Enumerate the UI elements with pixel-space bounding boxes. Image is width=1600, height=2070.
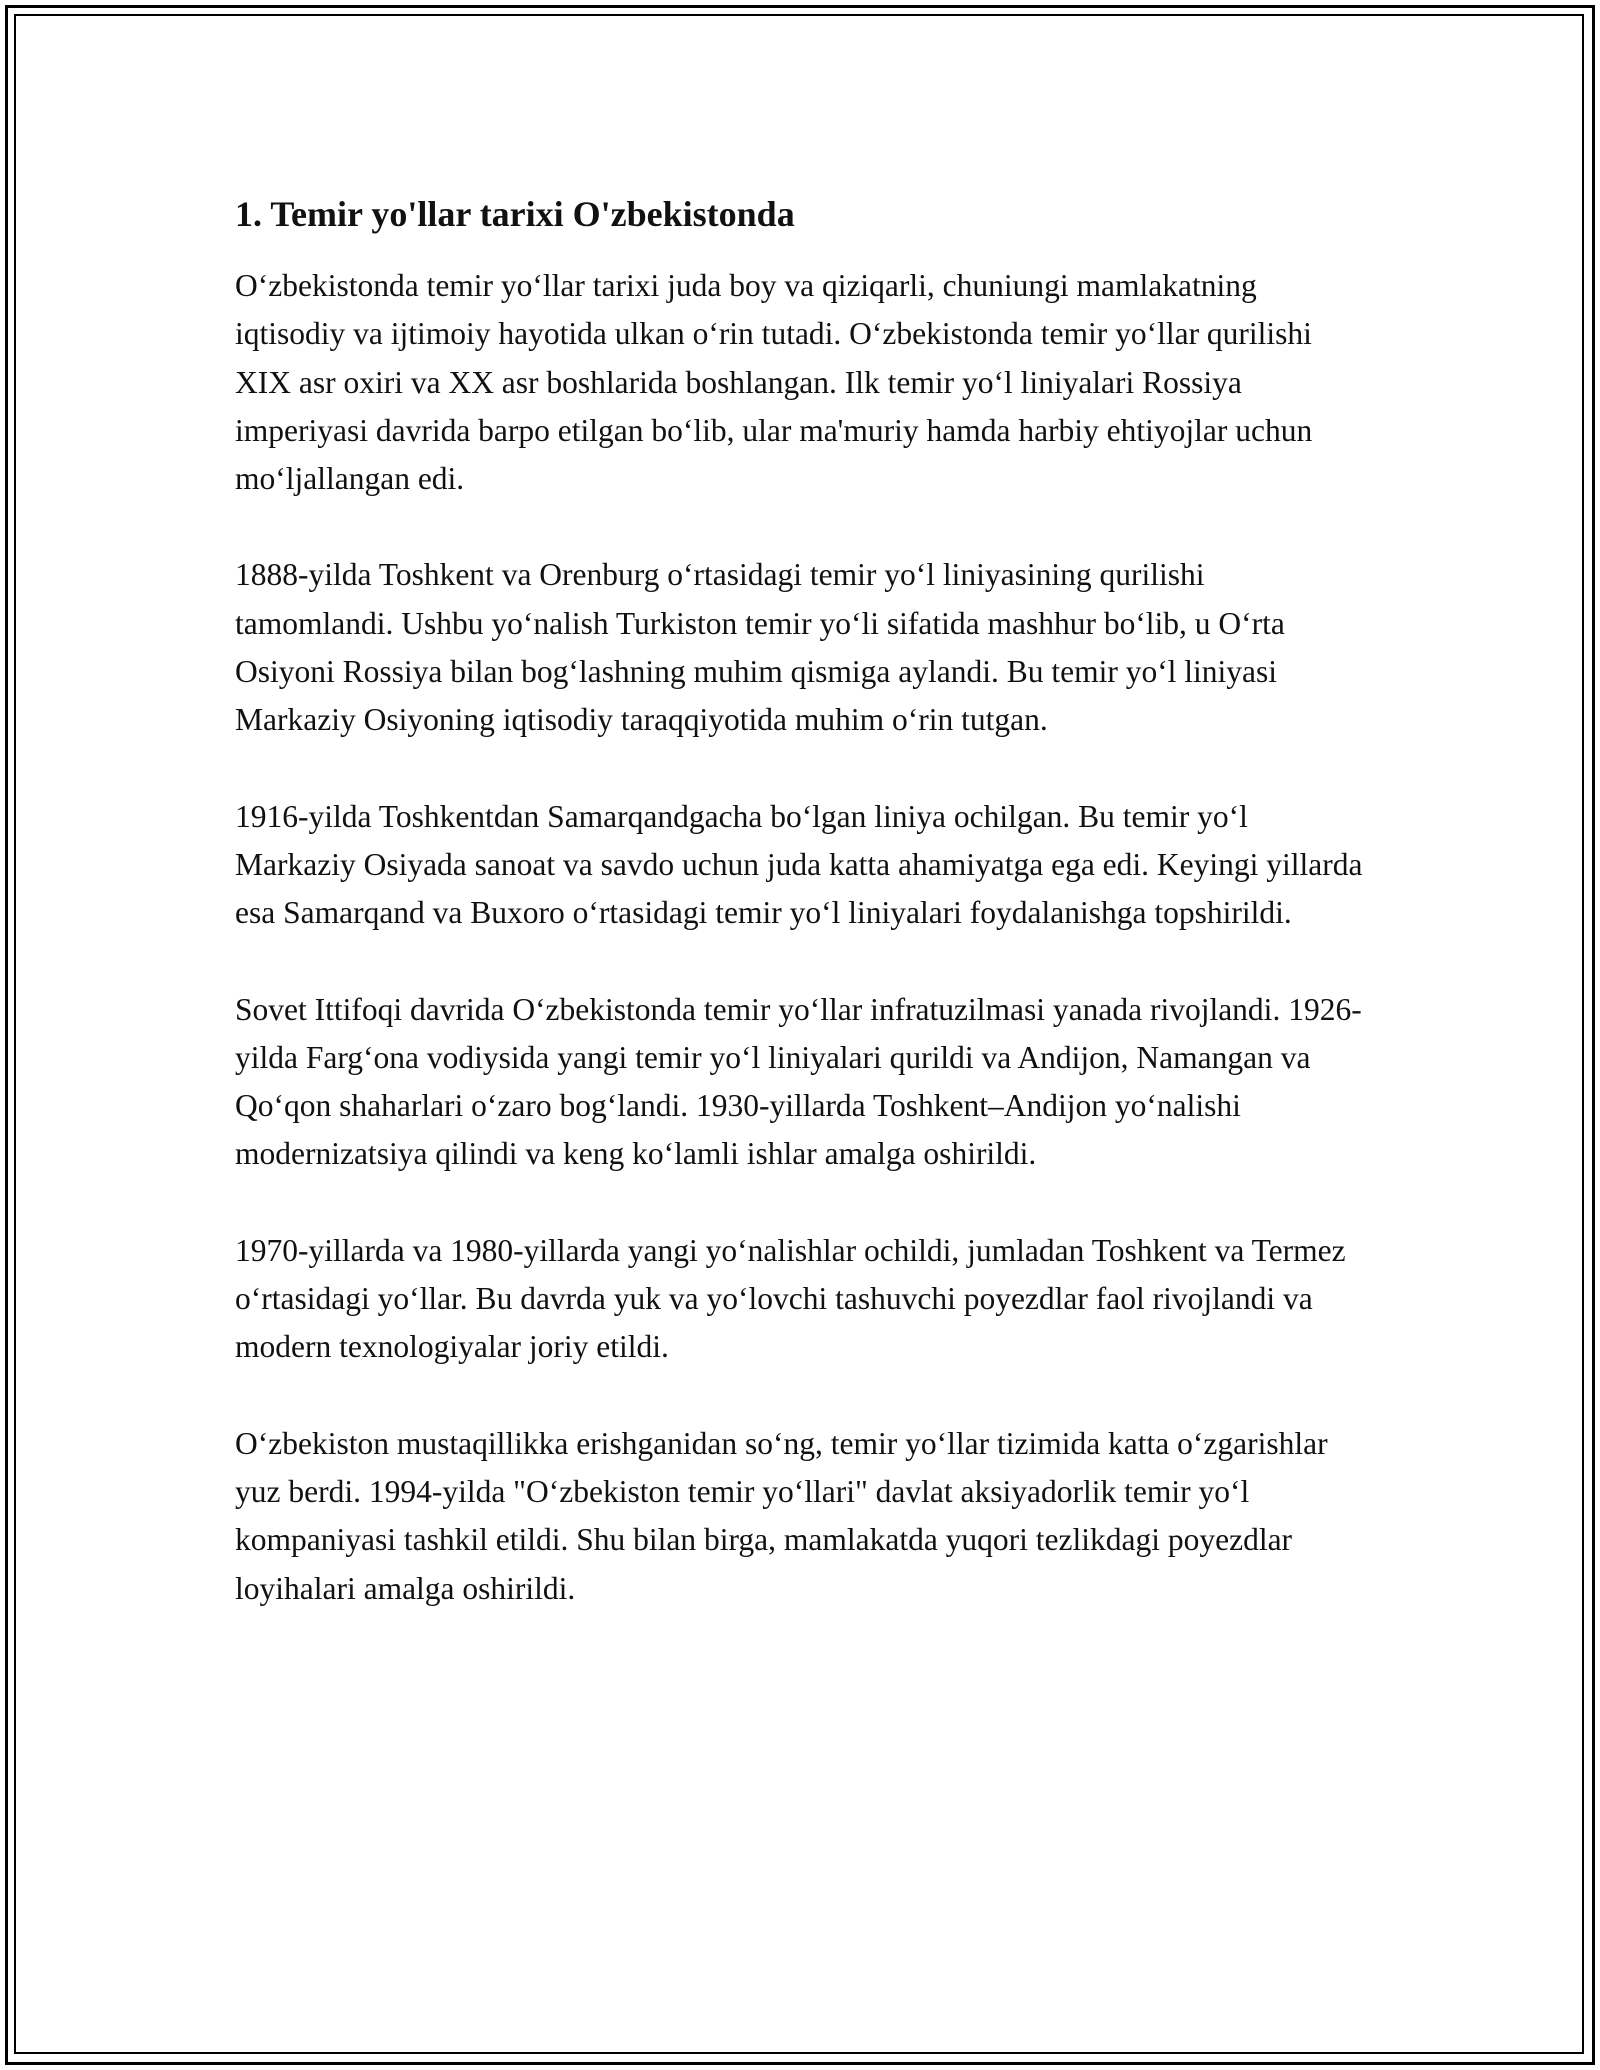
paragraph-independence: O‘zbekiston mustaqillikka erishganidan so‘ng, temir yo‘llar tizimida katta o‘zgarishlar yuz berdi. 1994-yilda "O‘zbekiston temir yo‘llari" davlat aksiyadorlik temir yo‘l kompaniyasi tashkil etildi. Shu bilan birga, mamlakatda yuqori tezlikdagi poyezdlar loyihalari amalga oshirildi. [235,1425,1328,1606]
paragraph-intro: O‘zbekistonda temir yo‘llar tarixi juda boy va qiziqarli, chuniungi mamlakatning iqtisodiy va ijtimoiy hayotida ulkan o‘rin tutadi. O‘zbekistonda temir yo‘llar qurilishi XIX asr oxiri va XX asr boshlarida boshlangan. Ilk temir yo‘l liniyalari Rossiya imperiyasi davrida barpo etilgan bo‘lib, ular ma'muriy hamda harbiy ehtiyojlar uchun mo‘ljallangan edi. [235,268,1313,497]
paragraph-1970s-1980s: 1970-yillarda va 1980-yillarda yangi yo‘nalishlar ochildi, jumladan Toshkent va Termez o‘rtasidagi yo‘llar. Bu davrda yuk va yo‘lovchi tashuvchi poyezdlar faol rivojlandi va modern texnologiyalar joriy etildi. [235,1232,1346,1365]
paragraph-1888: 1888-yilda Toshkent va Orenburg o‘rtasidagi temir yo‘l liniyasining qurilishi tamomlandi. Ushbu yo‘nalish Turkiston temir yo‘li sifatida mashhur bo‘lib, u O‘rta Osiyoni Rossiya bilan bog‘lashning muhim qismiga aylandi. Bu temir yo‘l liniyasi Markaziy Osiyoning iqtisodiy taraqqiyotida muhim o‘rin tutgan. [235,557,1285,738]
paragraph-soviet-era: Sovet Ittifoqi davrida O‘zbekistonda temir yo‘llar infratuzilmasi yanada rivojlandi. 1926-yilda Farg‘ona vodiysida yangi temir yo‘l liniyalari qurildi va Andijon, Namangan va Qo‘qon shaharlari o‘zaro bog‘landi. 1930-yillarda Toshkent–Andijon yo‘nalishi modernizatsiya qilindi va keng ko‘lamli ishlar amalga oshirildi. [235,991,1362,1172]
paragraph-1916: 1916-yilda Toshkentdan Samarqandgacha bo‘lgan liniya ochilgan. Bu temir yo‘l Markaziy Osiyada sanoat va savdo uchun juda katta ahamiyatga ega edi. Keyingi yillarda esa Samarqand va Buxoro o‘rtasidagi temir yo‘l liniyalari foydalanishga topshirildi. [235,798,1363,931]
section-heading: 1. Temir yo'llar tarixi O'zbekistonda [235,194,795,234]
document-body [235,186,1365,1613]
